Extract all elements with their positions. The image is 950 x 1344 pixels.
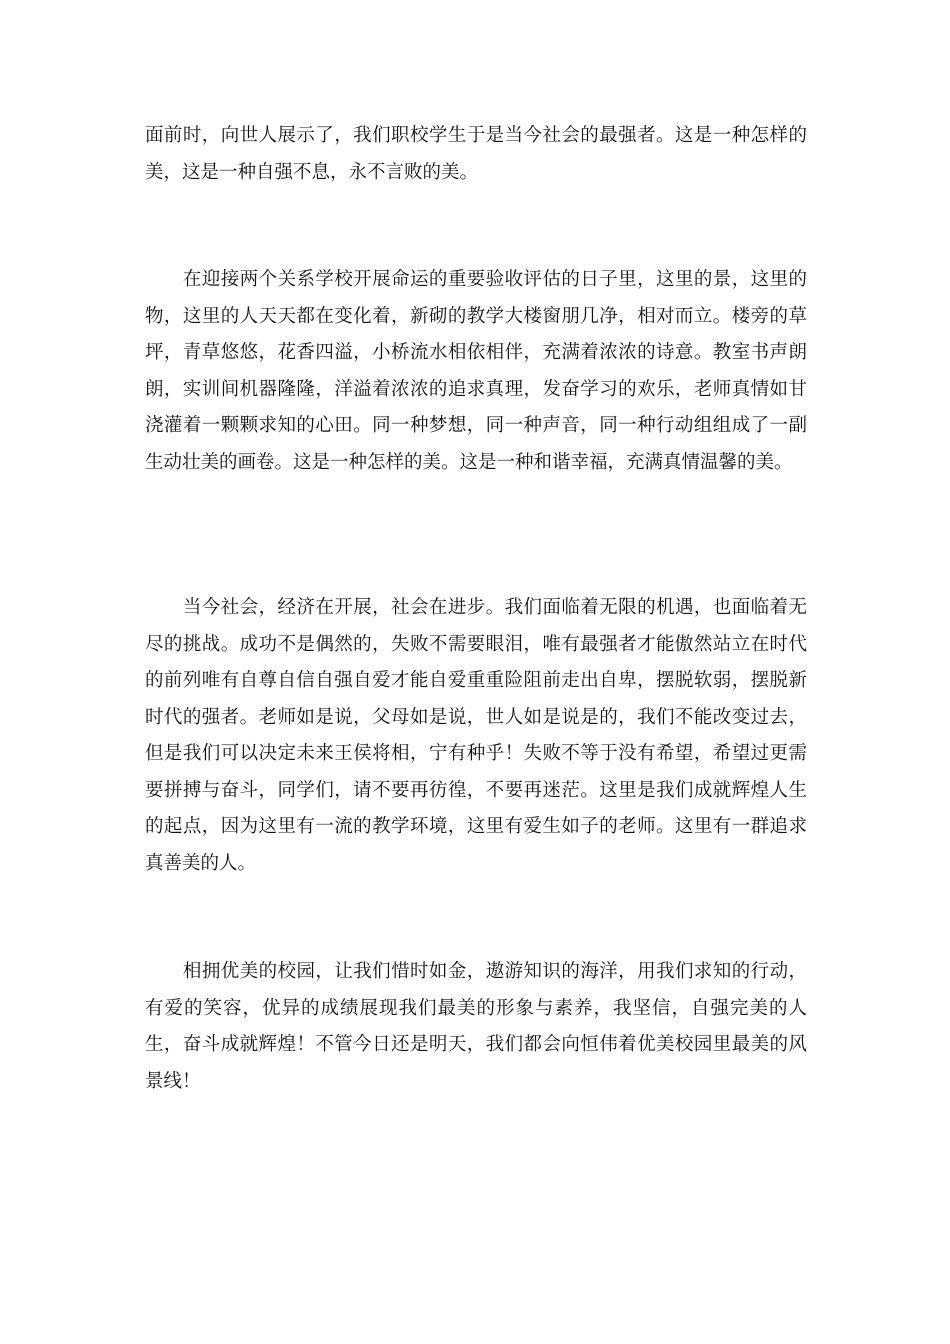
paragraph-2: 在迎接两个关系学校开展命运的重要验收评估的日子里，这里的景，这里的物，这里的人天天都在变化着，新砌的教学大楼窗朋几净，相对而立。楼旁的草坪，青草悠悠，花香四溢，小桥流水相依相伴，充满着浓浓的诗意。教室书声朗朗，实训间机器隆隆，洋溢着浓浓的追求真理，发奋学习的欢乐，老师真情如甘浇灌着一颗颗求知的心田。同一种梦想，同一种声音，同一种行动组组成了一副生动壮美的画卷。这是一种怎样的美。这是一种和谐幸福，充满真情温馨的美。	[145, 269, 807, 473]
paragraph-1: 面前时，向世人展示了，我们职校学生于是当今社会的最强者。这是一种怎样的美，这是一种自强不息，永不言败的美。	[145, 125, 807, 183]
paragraph-4: 相拥优美的校园，让我们惜时如金，遨游知识的海洋，用我们求知的行动，有爱的笑容，优异的成绩展现我们最美的形象与素养，我坚信，自强完美的人生，奋斗成就辉煌！不管今日还是明天，我们都会向恒伟着优美校园里最美的风景线！	[145, 961, 807, 1092]
paragraph-3: 当今社会，经济在开展，社会在进步。我们面临着无限的机遇，也面临着无尽的挑战。成功不是偶然的，失败不需要眼泪，唯有最强者才能傲然站立在时代的前列唯有自尊自信自强自爱才能自爱重重险阻前走出自卑，摆脱软弱，摆脱新时代的强者。老师如是说，父母如是说，世人如是说是的，我们不能改变过去，但是我们可以决定未来王侯将相，宁有种乎！失败不等于没有希望，希望过更需要拼搏与奋斗，同学们，请不要再彷徨，不要再迷茫。这里是我们成就辉煌人生的起点，因为这里有一流的教学环境，这里有爱生如子的老师。这里有一群追求真善美的人。	[145, 597, 807, 874]
